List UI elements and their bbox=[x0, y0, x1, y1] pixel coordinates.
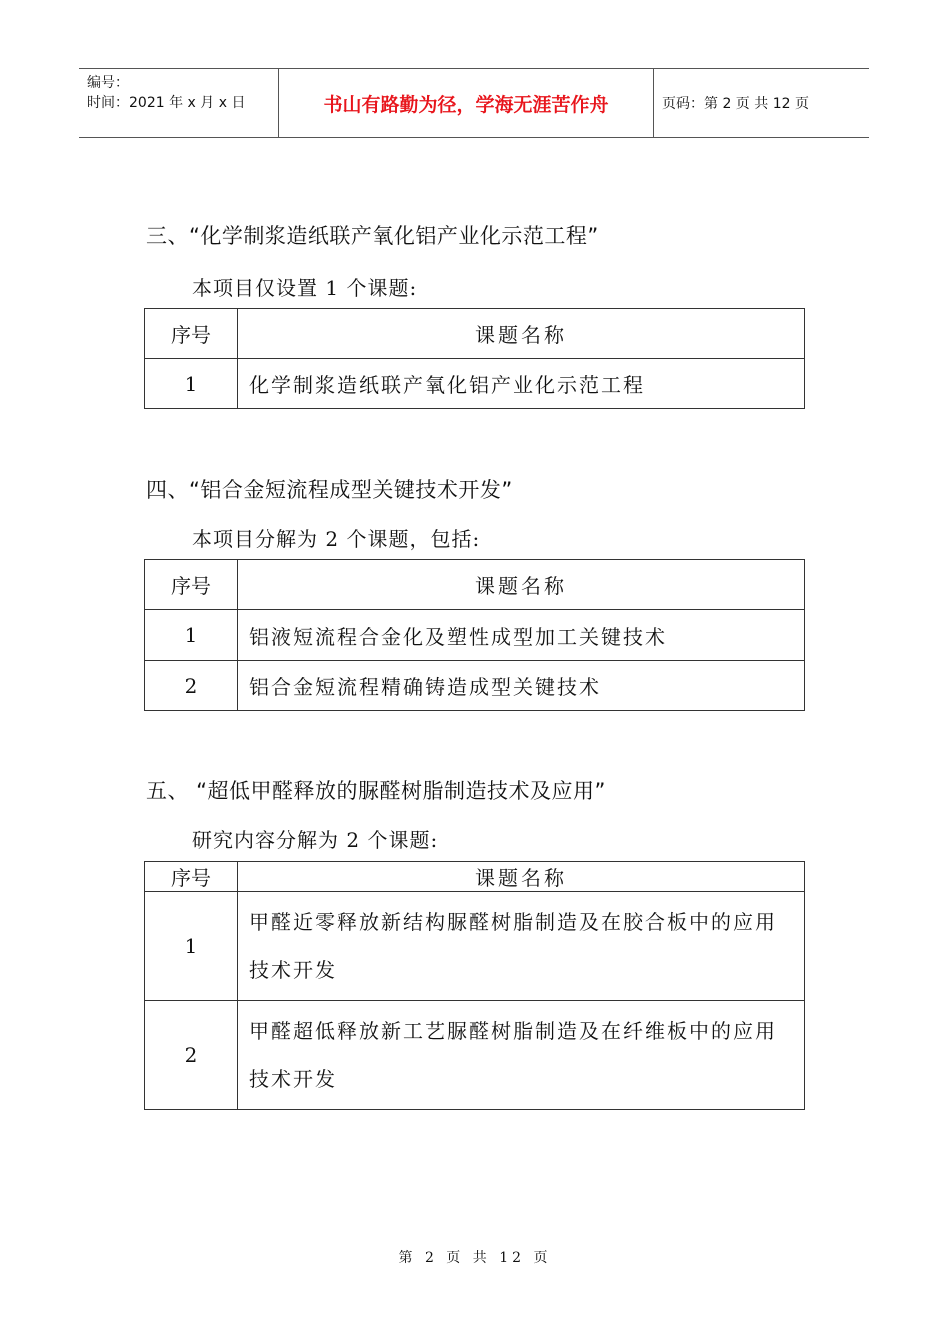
row-topic-name: 铝液短流程合金化及塑性成型加工关键技术 bbox=[238, 610, 805, 661]
section-title: 三、“化学制浆造纸联产氧化铝产业化示范工程” bbox=[146, 224, 599, 248]
table-row bbox=[145, 661, 805, 711]
header-page-info: 页码：第 2 页 共 12 页 bbox=[662, 96, 809, 112]
row-topic-name: 甲醛超低释放新工艺脲醛树脂制造及在纤维板中的应用技术开发 bbox=[238, 1001, 805, 1110]
column-header-name: 课题名称 bbox=[238, 560, 805, 610]
column-header-number: 序号 bbox=[145, 560, 238, 610]
table-row bbox=[145, 610, 805, 661]
topic-table bbox=[144, 308, 805, 409]
header-meta bbox=[79, 69, 279, 137]
topic-table bbox=[144, 559, 805, 711]
section-title: 五、 “超低甲醛释放的脲醛树脂制造技术及应用” bbox=[146, 779, 606, 803]
row-number: 2 bbox=[145, 661, 238, 711]
column-header-name: 课题名称 bbox=[238, 309, 805, 359]
topic-table bbox=[144, 861, 805, 1110]
page-header bbox=[79, 68, 869, 138]
row-number: 1 bbox=[145, 610, 238, 661]
header-motto: 书山有路勤为径，学海无涯苦作舟 bbox=[279, 69, 654, 137]
document-time-label: 时间：2021 年 x 月 x 日 bbox=[87, 95, 246, 111]
row-topic-name: 甲醛近零释放新结构脲醛树脂制造及在胶合板中的应用技术开发 bbox=[238, 892, 805, 1001]
row-topic-name: 化学制浆造纸联产氧化铝产业化示范工程 bbox=[238, 359, 805, 409]
section-intro: 本项目仅设置 1 个课题: bbox=[192, 276, 418, 300]
table-header-row bbox=[145, 560, 805, 610]
column-header-number: 序号 bbox=[145, 309, 238, 359]
section-intro: 本项目分解为 2 个课题，包括: bbox=[192, 527, 481, 551]
row-number: 1 bbox=[145, 892, 238, 1001]
table-row bbox=[145, 359, 805, 409]
column-header-number: 序号 bbox=[145, 862, 238, 892]
row-number: 2 bbox=[145, 1001, 238, 1110]
section-title: 四、“铝合金短流程成型关键技术开发” bbox=[146, 478, 513, 502]
column-header-name: 课题名称 bbox=[238, 862, 805, 892]
table-row bbox=[145, 1001, 805, 1110]
table-header-row bbox=[145, 862, 805, 892]
table-header-row bbox=[145, 309, 805, 359]
document-number-label: 编号： bbox=[87, 75, 129, 91]
table-row bbox=[145, 892, 805, 1001]
section-intro: 研究内容分解为 2 个课题: bbox=[192, 828, 439, 852]
row-topic-name: 铝合金短流程精确铸造成型关键技术 bbox=[238, 661, 805, 711]
row-number: 1 bbox=[145, 359, 238, 409]
page-footer: 第 2 页 共 12 页 bbox=[398, 1250, 552, 1266]
